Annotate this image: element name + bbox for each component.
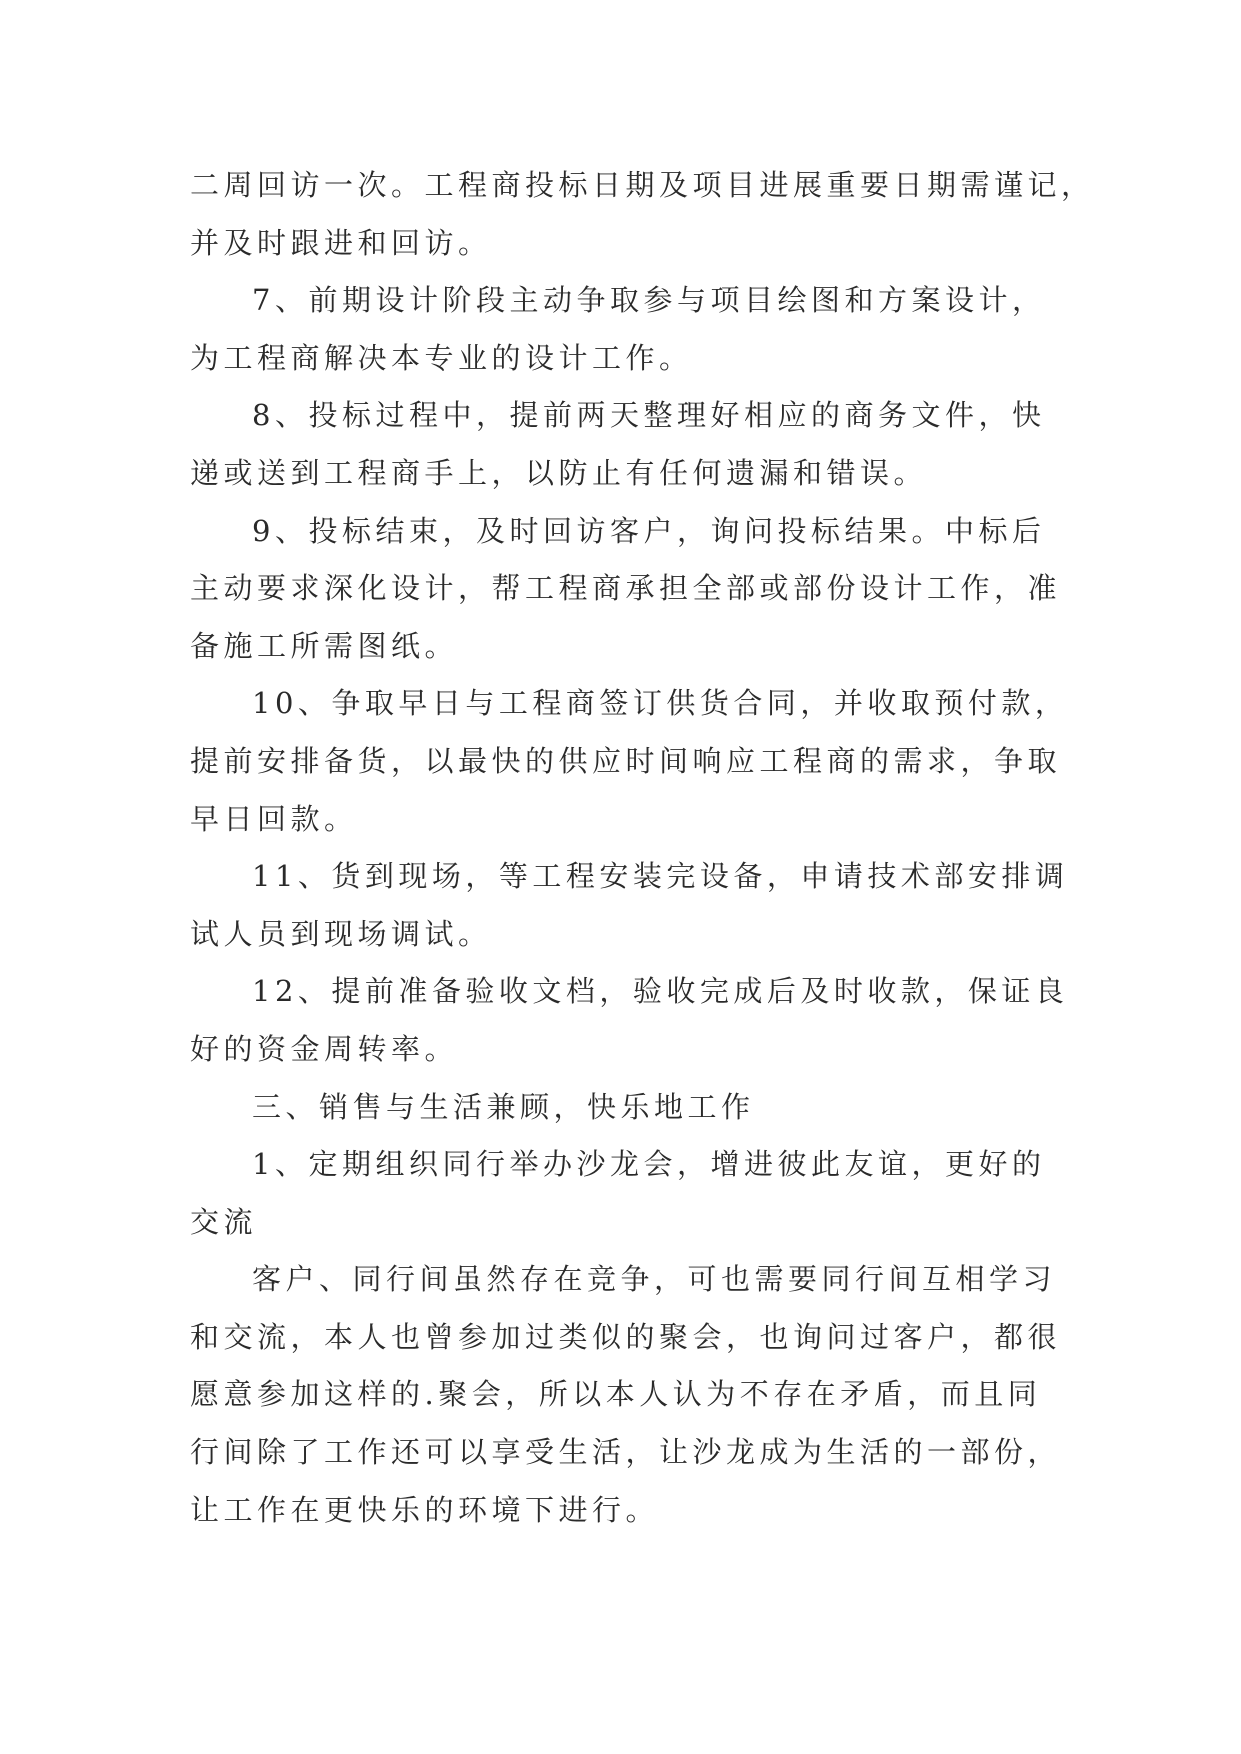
paragraph-item-8 [190, 387, 1090, 502]
text-line: 7、前期设计阶段主动争取参与项目绘图和方案设计， [252, 283, 1046, 318]
text-line: 主动要求深化设计，帮工程商承担全部或部份设计工作，准 [190, 571, 1062, 606]
section-heading [190, 1079, 1090, 1137]
text-line: 早日回款。 [190, 801, 358, 836]
text-line: 行间除了工作还可以享受生活，让沙龙成为生活的一部份， [190, 1435, 1062, 1470]
text-line: 愿意参加这样的.聚会，所以本人认为不存在矛盾，而且同 [190, 1377, 1042, 1412]
paragraph-item-10 [190, 675, 1090, 848]
text-line: 1、定期组织同行举办沙龙会，增进彼此友谊，更好的 [252, 1147, 1046, 1182]
text-line: 12、提前准备验收文档，验收完成后及时收款，保证良 [252, 974, 1069, 1009]
text-line: 交流 [190, 1204, 258, 1239]
heading-line: 三、销售与生活兼顾，快乐地工作 [252, 1089, 755, 1124]
text-line: 8、投标过程中，提前两天整理好相应的商务文件，快 [252, 398, 1046, 433]
paragraph-item-7 [190, 272, 1090, 387]
text-line: 试人员到现场调试。 [190, 916, 492, 951]
document-body [190, 157, 1095, 1539]
paragraph-item-12 [190, 963, 1090, 1078]
text-line: 9、投标结束，及时回访客户，询问投标结果。中标后 [252, 513, 1046, 548]
text-line: 二周回访一次。工程商投标日期及项目进展重要日期需谨记， [190, 168, 1095, 202]
text-line: 备施工所需图纸。 [190, 628, 459, 663]
text-line: 10、争取早日与工程商签订供货合同，并收取预付款， [252, 686, 1069, 721]
text-line: 11、货到现场，等工程安装完设备，申请技术部安排调 [252, 859, 1069, 894]
text-line: 让工作在更快乐的环境下进行。 [190, 1492, 660, 1527]
paragraph-body [190, 1251, 1090, 1539]
text-line: 为工程商解决本专业的设计工作。 [190, 340, 693, 375]
text-line: 递或送到工程商手上，以防止有任何遗漏和错误。 [190, 455, 928, 490]
paragraph [190, 157, 1095, 272]
text-line: 并及时跟进和回访。 [190, 225, 492, 260]
paragraph-item-1 [190, 1136, 1090, 1251]
text-line: 提前安排备货，以最快的供应时间响应工程商的需求，争取 [190, 743, 1062, 778]
text-line: 和交流，本人也曾参加过类似的聚会，也询问过客户，都很 [190, 1319, 1062, 1354]
paragraph-item-11 [190, 848, 1090, 963]
text-line: 好的资金周转率。 [190, 1031, 459, 1066]
text-line: 客户、同行间虽然存在竞争，可也需要同行间互相学习 [252, 1262, 1057, 1297]
paragraph-item-9 [190, 503, 1090, 676]
